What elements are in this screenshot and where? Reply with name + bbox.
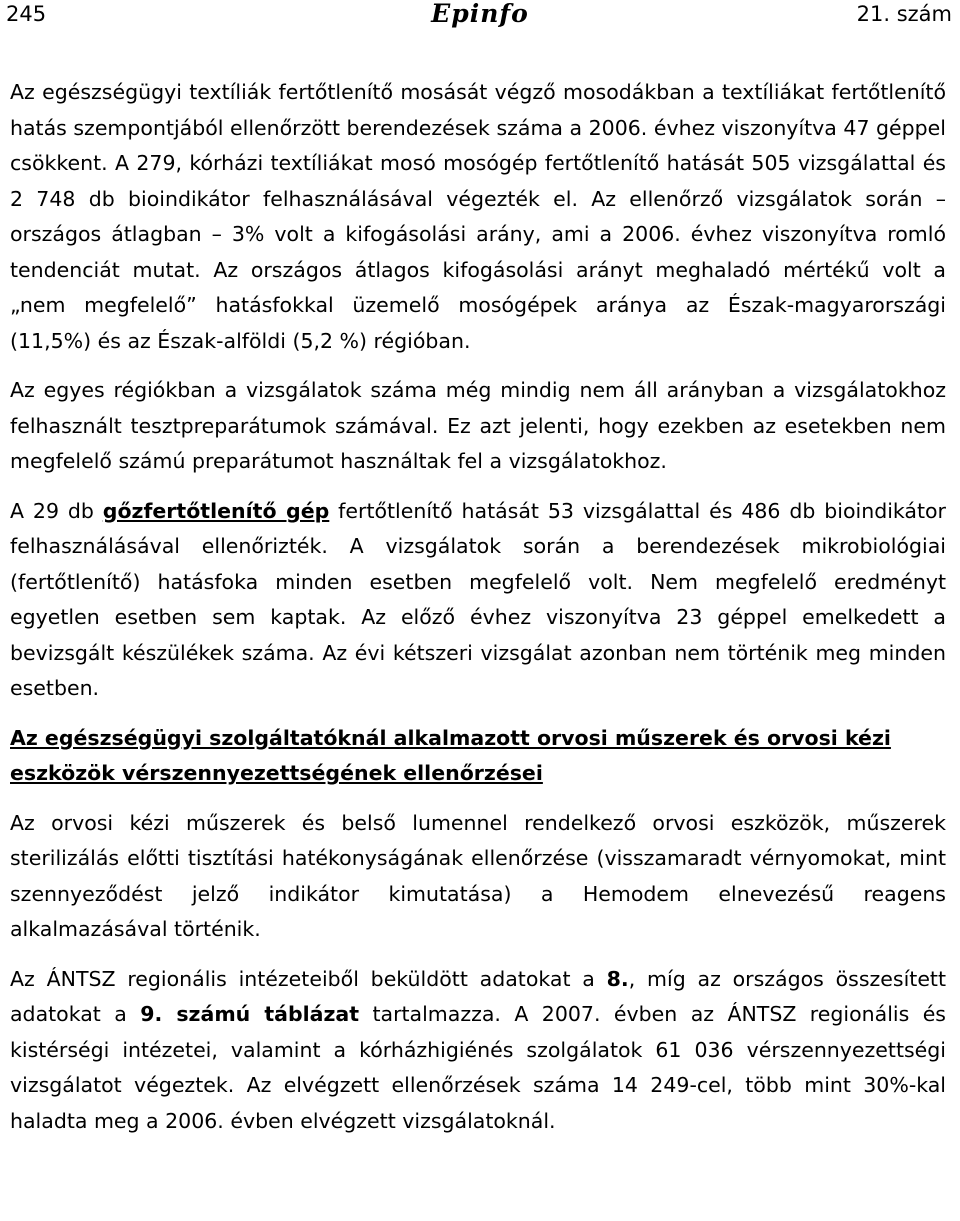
text-span: , míg az országos összesített adatokat a — [10, 966, 947, 1026]
steam-disinfector-term: gőzfertőtlenítő gép — [102, 498, 330, 523]
issue-number: 21. szám — [856, 2, 952, 26]
text-span: Az ÁNTSZ regionális intézeteiből beküldött adatokat a — [10, 966, 607, 991]
brand-logo: Epinfo — [431, 0, 529, 28]
paragraph-steam-disinfection — [10, 494, 946, 707]
paragraph-antsz — [10, 962, 946, 1140]
paragraph-hemodem: Az orvosi kézi műszerek és belső lumennel rendelkező orvosi eszközök, műszerek sterilizálás előtti tisztítási hatékonyságának ellenőrzése (visszamaradt vérnyomokat, mint szennyeződést jelző indikátor kimutatása) a Hemodem elnevezésű reagens alkalmazásával történik. — [10, 810, 946, 941]
paragraph-regions: Az egyes régiókban a vizsgálatok száma még mindig nem áll arányban a vizsgálatokhoz felhasznált tesztpreparátumok számával. Ez azt jelenti, hogy ezekben az esetekben nem megfelelő számú preparátumot használtak fel a vizsgálatokhoz. — [10, 378, 946, 473]
paragraph-laundry: Az egészségügyi textíliák fertőtlenítő mosását végző mosodákban a textíliákat fertőtlenítő hatás szempontjából ellenőrzött berendezések száma a 2006. évhez viszonyítva 47 géppel csökkent. A 279, kórházi textíliákat mosó mosógép fertőtlenítő hatását 505 vizsgálattal és 2 748 db bioindikátor felhasználásával végezték el. Az ellenőrző vizsgálatok során – országos átlagban – 3% volt a kifogásolási arány, ami a 2006. évhez viszonyítva romló tendenciát mutat. Az országos átlagos kifogásolási arányt meghaladó mértékű volt a „nem megfelelő” hatásfokkal üzemelő mosógépek aránya az Észak-magyarországi (11,5%) és az Észak-alföldi (5,2 %) régióban. — [10, 80, 946, 353]
table-ref-9: 9. számú táblázat — [140, 1002, 360, 1026]
text-span: fertőtlenítő hatását 53 vizsgálattal és 486 db bioindikátor felhasználásával ellenőrizték. A vizsgálatok során a berendezések mikrobiológiai (fertőtlenítő) hatásfoka minden esetben megfelelő volt. Nem megfelelő eredményt egyetlen esetben sem kaptak. Az előző évhez viszonyítva 23 géppel emelkedett a bevizsgált készülékek száma. Az évi kétszeri vizsgálat azonban nem történik meg minden esetben. — [10, 498, 946, 700]
table-ref-8: 8. — [606, 966, 629, 991]
text-span: A 29 db — [10, 498, 103, 523]
text-span: tartalmazza. A 2007. évben az ÁNTSZ regionális és kistérségi intézetei, valamint a kórházhigiénés szolgálatok 61 036 vérszennyezettségi vizsgálatot végeztek. Az elvégzett ellenőrzések száma 14 249-cel, több mint 30%-kal haladta meg a 2006. évben elvégzett vizsgálatoknál. — [10, 1002, 946, 1133]
document-body — [10, 75, 946, 1153]
page-header — [0, 0, 960, 40]
page-number: 245 — [6, 2, 47, 26]
section-heading: Az egészségügyi szolgáltatóknál alkalmazott orvosi műszerek és orvosi kézi eszközök vérszennyezettségének ellenőrzései — [10, 725, 891, 785]
